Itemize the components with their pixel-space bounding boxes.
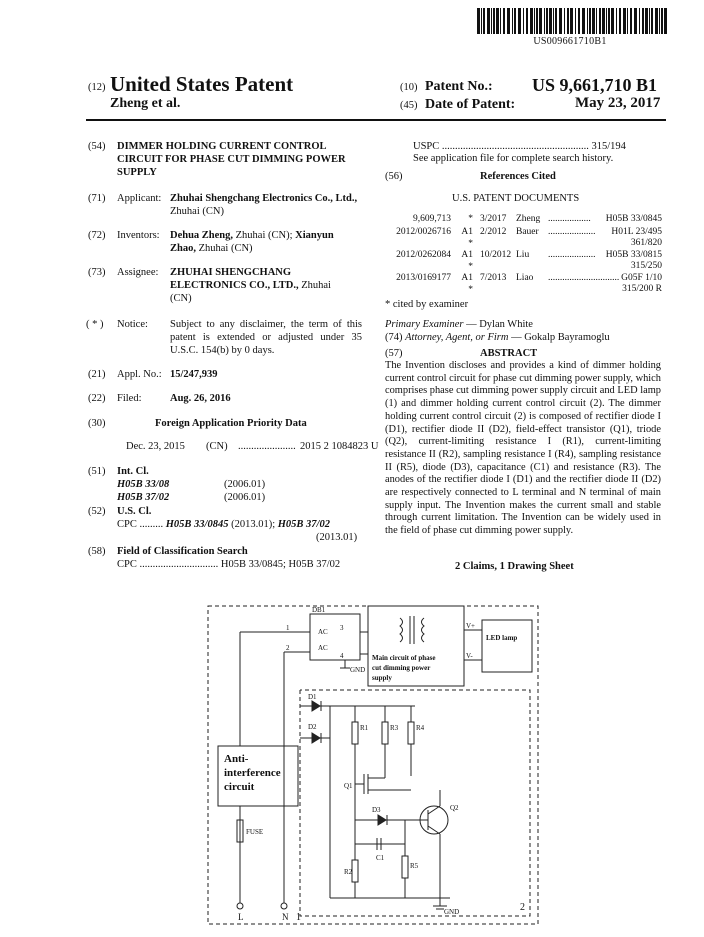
barcode-bar	[645, 8, 648, 34]
filed-code: (22)	[88, 393, 106, 404]
resistor-r2	[352, 860, 358, 882]
ref-extra-class: 361/820	[630, 238, 662, 248]
barcode-bar	[587, 8, 588, 34]
label-anti-3: circuit	[224, 781, 255, 793]
barcode-bar	[491, 8, 492, 34]
ref-kind: A1 *	[461, 227, 473, 249]
barcode	[477, 8, 667, 34]
barcode-bar	[539, 8, 542, 34]
barcode-bar	[570, 8, 573, 34]
label-ac-2: AC	[318, 644, 328, 652]
patent-no-label: Patent No.:	[425, 79, 493, 94]
field-cpc-line: CPC .............................. H05B 33/0845; H05B 37/02	[117, 559, 341, 570]
label-r2: R2	[344, 868, 353, 876]
assignee-code: (73)	[88, 267, 106, 278]
barcode-bar	[483, 8, 485, 34]
barcode-bar	[623, 8, 626, 34]
barcode-bar	[608, 8, 610, 34]
appl-code: (21)	[88, 369, 106, 380]
ref-name: Liu	[516, 250, 530, 260]
uscl-code: (52)	[88, 506, 106, 517]
uscl-label: U.S. Cl.	[117, 506, 152, 517]
uspc-line: USPC ........................................................ 315/194	[413, 141, 626, 152]
ref-number: 9,609,713	[413, 214, 451, 224]
priority-date: Dec. 23, 2015	[126, 441, 185, 452]
label-vplus: V+	[466, 622, 476, 630]
applicant-value: Zhuhai Shengchang Electronics Co., Ltd., Zhuhai (CN)	[170, 193, 358, 217]
barcode-bar	[627, 8, 628, 34]
patent-no-code: (10)	[400, 82, 418, 93]
intcl-version-2: (2006.01)	[224, 492, 266, 503]
barcode-bar	[481, 8, 482, 34]
ref-kind: A1 *	[461, 250, 473, 272]
bridge-rectifier	[310, 614, 360, 660]
ref-extra-class: 315/200 R	[622, 284, 662, 294]
ref-class: H01L 23/495	[611, 227, 662, 237]
ref-name: Liao	[516, 273, 534, 283]
label-vminus: V-	[466, 652, 473, 660]
ref-name: Bauer	[516, 227, 539, 237]
refs-subheading: U.S. PATENT DOCUMENTS	[452, 193, 580, 204]
inventors-line2: Zhao, Zhuhai (CN)	[170, 243, 253, 254]
barcode-bar	[616, 8, 617, 34]
holding-circuit-frame	[300, 690, 530, 916]
barcode-bar	[642, 8, 644, 34]
inventors-label: Inventors:	[117, 230, 160, 241]
uscl-cpc-line: CPC ......... H05B 33/0845 (2013.01); H05B 37/02	[117, 519, 330, 530]
label-c1: C1	[376, 854, 385, 862]
label-r3: R3	[390, 724, 399, 732]
barcode-bar	[536, 8, 538, 34]
transformer-primary	[400, 618, 403, 642]
barcode-bar	[512, 8, 513, 34]
label-l: L	[238, 912, 244, 922]
barcode-bar	[477, 8, 480, 34]
barcode-bar	[518, 8, 521, 34]
barcode-bar	[578, 8, 580, 34]
filed-date: Aug. 26, 2016	[170, 393, 231, 404]
barcode-bar	[659, 8, 660, 34]
ref-dots: ....................	[548, 250, 596, 260]
intcl-class-2: H05B 37/02	[117, 492, 170, 503]
barcode-bar	[549, 8, 552, 34]
barcode-bar	[534, 8, 535, 34]
label-fuse: FUSE	[246, 828, 264, 836]
office-code: (12)	[88, 82, 106, 93]
applicant-label: Applicant:	[117, 193, 162, 204]
abstract-text: The Invention discloses and provides a kind of dimmer holding current control circuit for phase cut dimming power supply, which comprises phase cut dimming power supply circuit and LED lamp (1) and dimmer holding current control circuit (2). The dimmer holding current control circuit (2) is composed of rectifier diode I (D1), rectifier diode II (D2), field-effect transistor (Q1), triode (Q2), current-limiting resistance I (R1), current-limiting resistance II (R2), sampling resistance I (R4), sampling resistance II (R5), diode (D3), capacitance (C1) and resistance (R3). The anodes of the rectifier diode I (D1) and the rectifier diode II (D2) are respectively connected to L terminal and N terminal of main supply input. The Invention makes the current small and stable through current limitation. The Invention can be widely used in the field of phase cut dimming power supply.	[385, 360, 661, 537]
date-label: Date of Patent:	[425, 97, 516, 112]
led-lamp-box	[482, 620, 532, 672]
appl-number: 15/247,939	[170, 369, 218, 380]
attorney: (74) Attorney, Agent, or Firm — Gokalp Bayramoglu	[385, 332, 610, 343]
assignee-line3: (CN)	[170, 293, 192, 304]
label-d1: D1	[308, 693, 317, 701]
date-code: (45)	[400, 100, 418, 111]
abstract-code: (57)	[385, 348, 403, 359]
transformer-secondary	[422, 618, 425, 642]
title-code: (54)	[88, 141, 106, 152]
label-pin-4: 4	[340, 652, 344, 660]
label-main-3: supply	[372, 674, 392, 682]
label-r5: R5	[410, 862, 419, 870]
priority-heading: Foreign Application Priority Data	[155, 418, 307, 429]
label-n: N	[282, 912, 289, 922]
uscl-b-version: (2013.01)	[316, 532, 358, 543]
barcode-bar	[500, 8, 501, 34]
label-ac-1: AC	[318, 628, 328, 636]
assignee-line1: ZHUHAI SHENGCHANG	[170, 267, 292, 278]
label-main-2: cut dimming power	[372, 664, 431, 672]
resistor-r3	[382, 722, 388, 744]
ref-number: 2012/0262084	[396, 250, 451, 260]
label-db1: DB1	[312, 606, 326, 614]
ref-number: 2013/0169177	[396, 273, 451, 283]
label-2: 2	[520, 902, 525, 913]
intcl-code: (51)	[88, 466, 106, 477]
inventors-line1: Dehua Zheng, Zhuhai (CN); Xianyun	[170, 230, 334, 241]
barcode-bar	[526, 8, 528, 34]
label-q2: Q2	[450, 804, 459, 812]
claims-count: 2 Claims, 1 Drawing Sheet	[455, 561, 574, 572]
barcode-bar	[546, 8, 548, 34]
ref-kind: *	[468, 214, 473, 224]
label-r1: R1	[360, 724, 369, 732]
ref-number: 2012/0026716	[396, 227, 451, 237]
ref-dots: ....................	[548, 227, 596, 237]
barcode-bar	[661, 8, 663, 34]
label-d2: D2	[308, 723, 317, 731]
barcode-bar	[503, 8, 505, 34]
label-1: 1	[296, 912, 301, 923]
ref-date: 10/2012	[480, 250, 512, 260]
patent-title: DIMMER HOLDING CURRENT CONTROL CIRCUIT FOR PHASE CUT DIMMING POWER SUPPLY	[117, 141, 346, 178]
cited-by-examiner: * cited by examiner	[385, 299, 469, 310]
ref-date: 7/2013	[480, 273, 507, 283]
field-code: (58)	[88, 546, 106, 557]
priority-code: (30)	[88, 418, 106, 429]
applicant-code: (71)	[88, 193, 106, 204]
office-title: United States Patent	[110, 72, 294, 96]
ref-class: H05B 33/0815	[605, 250, 662, 260]
barcode-bar	[582, 8, 585, 34]
barcode-bar	[567, 8, 569, 34]
label-pin-3: 3	[340, 624, 344, 632]
notice-text: Subject to any disclaimer, the term of this patent is extended or adjusted under 35 U.S.C. 154(b) by 0 days.	[170, 319, 362, 356]
refs-heading: References Cited	[480, 171, 556, 182]
barcode-bar	[496, 8, 499, 34]
resistor-r1	[352, 722, 358, 744]
circuit-drawing	[200, 598, 550, 928]
resistor-r5	[402, 856, 408, 878]
priority-dots: ......................	[238, 441, 296, 452]
barcode-bar	[664, 8, 667, 34]
barcode-bar	[589, 8, 591, 34]
barcode-bar	[639, 8, 640, 34]
barcode-bar	[630, 8, 632, 34]
label-pin-2: 2	[286, 644, 290, 652]
ref-dots: ..................	[548, 214, 591, 224]
priority-number: 2015 2 1084823 U	[300, 441, 379, 452]
ref-dots: ..............................	[548, 273, 620, 283]
barcode-bar	[559, 8, 562, 34]
barcode-bar	[602, 8, 605, 34]
barcode-bar	[507, 8, 510, 34]
inventor-short: Zheng et al.	[110, 96, 181, 111]
label-gnd-top: GND	[350, 666, 366, 674]
barcode-bar	[592, 8, 595, 34]
barcode-bar	[493, 8, 495, 34]
barcode-bar	[487, 8, 490, 34]
assignee-line2: ELECTRONICS CO., LTD., Zhuhai	[170, 280, 331, 291]
barcode-bar	[619, 8, 621, 34]
label-r4: R4	[416, 724, 425, 732]
primary-examiner: Primary Examiner — Dylan White	[385, 319, 533, 330]
label-anti-1: Anti-	[224, 753, 249, 765]
field-label: Field of Classification Search	[117, 546, 248, 557]
barcode-number: US009661710B1	[533, 36, 607, 47]
barcode-bar	[514, 8, 516, 34]
header-rule	[86, 119, 666, 121]
barcode-bar	[530, 8, 533, 34]
label-anti-2: interference	[224, 767, 281, 779]
label-q1: Q1	[344, 782, 353, 790]
barcode-bar	[651, 8, 653, 34]
resistor-r4	[408, 722, 414, 744]
barcode-bar	[634, 8, 637, 34]
barcode-bar	[611, 8, 614, 34]
assignee-label: Assignee:	[117, 267, 159, 278]
inventors-code: (72)	[88, 230, 106, 241]
ref-extra-class: 315/250	[630, 261, 662, 271]
label-led: LED lamp	[486, 634, 518, 642]
refs-code: (56)	[385, 171, 403, 182]
abstract-heading: ABSTRACT	[480, 348, 538, 359]
patent-number: US 9,661,710 B1	[532, 75, 658, 95]
ref-name: Zheng	[516, 214, 541, 224]
ref-class: H05B 33/0845	[605, 214, 662, 224]
barcode-bar	[655, 8, 658, 34]
barcode-bar	[606, 8, 607, 34]
barcode-bar	[555, 8, 557, 34]
label-d3: D3	[372, 806, 381, 814]
label-pin-1: 1	[286, 624, 290, 632]
barcode-bar	[599, 8, 601, 34]
patent-date: May 23, 2017	[575, 95, 661, 111]
intcl-class-1: H05B 33/08	[117, 479, 170, 490]
barcode-bar	[649, 8, 650, 34]
notice-code: ( * )	[86, 319, 104, 330]
label-main-1: Main circuit of phase	[372, 654, 436, 662]
filed-label: Filed:	[117, 393, 142, 404]
barcode-bar	[596, 8, 597, 34]
ref-kind: A1 *	[461, 273, 473, 295]
ref-date: 3/2017	[480, 214, 507, 224]
ref-date: 2/2012	[480, 227, 507, 237]
appl-label: Appl. No.:	[117, 369, 162, 380]
notice-label: Notice:	[117, 319, 148, 330]
label-gnd-bottom: GND	[444, 908, 460, 916]
priority-country: (CN)	[206, 441, 228, 452]
barcode-bar	[553, 8, 554, 34]
ref-class: G05F 1/10	[621, 273, 662, 283]
intcl-label: Int. Cl.	[117, 466, 149, 477]
barcode-bar	[523, 8, 524, 34]
see-application: See application file for complete search history.	[413, 153, 614, 164]
intcl-version-1: (2006.01)	[224, 479, 266, 490]
barcode-bar	[564, 8, 565, 34]
barcode-bar	[544, 8, 545, 34]
barcode-bar	[575, 8, 576, 34]
